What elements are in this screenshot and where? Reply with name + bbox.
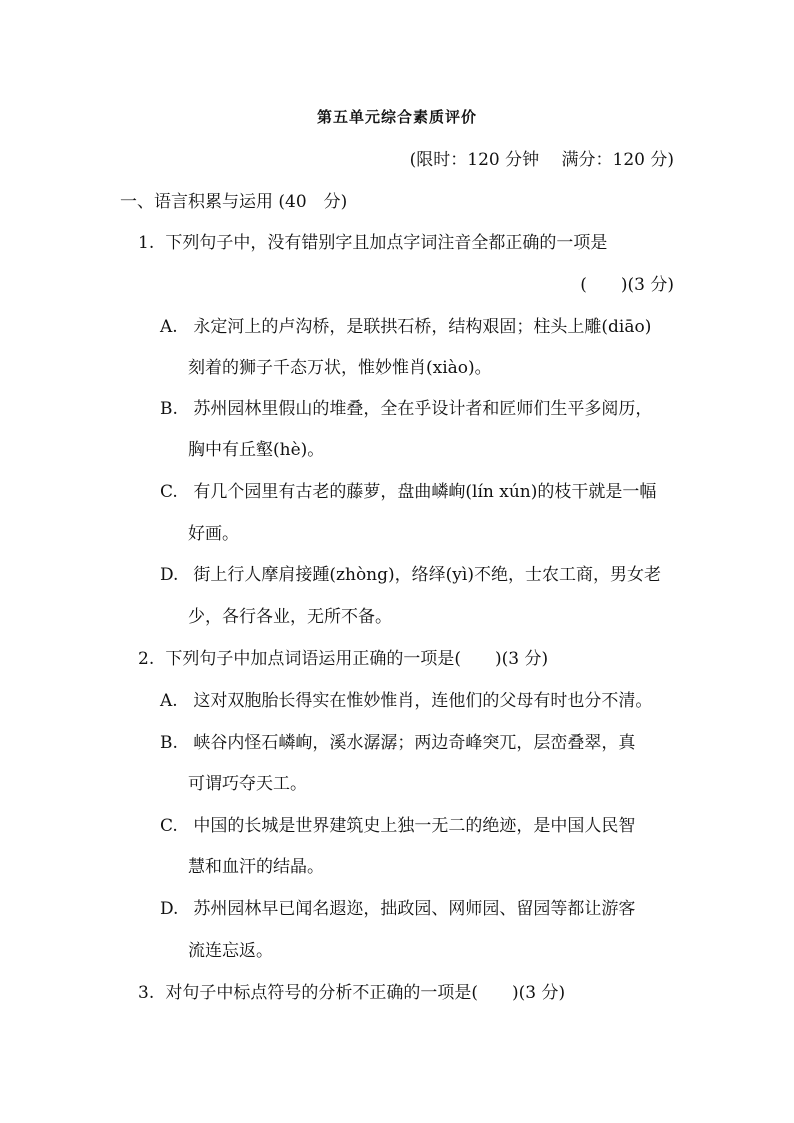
option-text: 这对双胞胎长得实在惟妙惟肖，连他们的父母有时也分不清。 (193, 691, 653, 711)
option-label: B. (160, 399, 178, 419)
question-number: 2. (138, 649, 155, 669)
q2-option-a (160, 689, 652, 713)
q1-option-c (160, 480, 656, 504)
option-text: 永定河上的卢沟桥，是联拱石桥，结构艰固；柱头上雕(diāo) (193, 317, 652, 337)
option-text: 街上行人摩肩接踵(zhòng)，络绎(yì)不绝，士农工商，男女老 (193, 565, 661, 585)
option-text: 中国的长城是世界建筑史上独一无二的绝迹，是中国人民智 (193, 816, 636, 836)
q1-option-c-cont: 好画。 (188, 524, 239, 544)
q2-option-c (160, 814, 635, 838)
time-score-info: (限时：120 分钟 满分：120 分) (409, 150, 674, 170)
option-text: 峡谷内怪石嶙峋，溪水潺潺；两边奇峰突兀，层峦叠翠，真 (193, 733, 636, 753)
q1-option-d-cont: 少，各行各业，无所不备。 (188, 607, 392, 627)
q1-option-b-cont: 胸中有丘壑(hè)。 (188, 440, 325, 460)
q1-option-a-cont: 刻着的狮子千态万状，惟妙惟肖(xiào)。 (188, 358, 492, 378)
option-label: B. (160, 733, 178, 753)
option-text: 苏州园林早已闻名遐迩，拙政园、网师园、留园等都让游客 (193, 899, 636, 919)
section-heading: 一、语言积累与运用 (40 分) (120, 192, 348, 212)
question-1-score: ( )(3 分) (580, 275, 674, 295)
q1-option-b (160, 397, 652, 421)
q2-option-b (160, 731, 635, 755)
page-title: 第五单元综合素质评价 (316, 108, 477, 126)
question-text: 对句子中标点符号的分析不正确的一项是( )(3 分) (165, 983, 566, 1003)
option-label: D. (160, 565, 179, 585)
question-text: 下列句子中加点词语运用正确的一项是( )(3 分) (165, 649, 549, 669)
q2-option-d (160, 897, 635, 921)
question-number: 1. (138, 233, 155, 253)
q2-option-b-cont: 可谓巧夺天工。 (188, 774, 307, 794)
option-text: 苏州园林里假山的堆叠，全在乎设计者和匠师们生平多阅历， (193, 399, 653, 419)
question-number: 3. (138, 983, 155, 1003)
q1-option-a (160, 315, 651, 339)
question-1-stem (138, 231, 607, 255)
q1-option-d (160, 563, 661, 587)
option-label: C. (160, 816, 178, 836)
option-label: A. (160, 317, 178, 337)
question-2-stem (138, 647, 548, 671)
option-label: C. (160, 482, 178, 502)
question-3-stem (138, 981, 565, 1005)
option-text: 有几个园里有古老的藤萝，盘曲嶙峋(lín xún)的枝干就是一幅 (193, 482, 657, 502)
option-label: D. (160, 899, 179, 919)
question-text: 下列句子中，没有错别字且加点字词注音全都正确的一项是 (165, 233, 608, 253)
q2-option-d-cont: 流连忘返。 (188, 941, 273, 961)
q2-option-c-cont: 慧和血汗的结晶。 (188, 857, 324, 877)
option-label: A. (160, 691, 178, 711)
